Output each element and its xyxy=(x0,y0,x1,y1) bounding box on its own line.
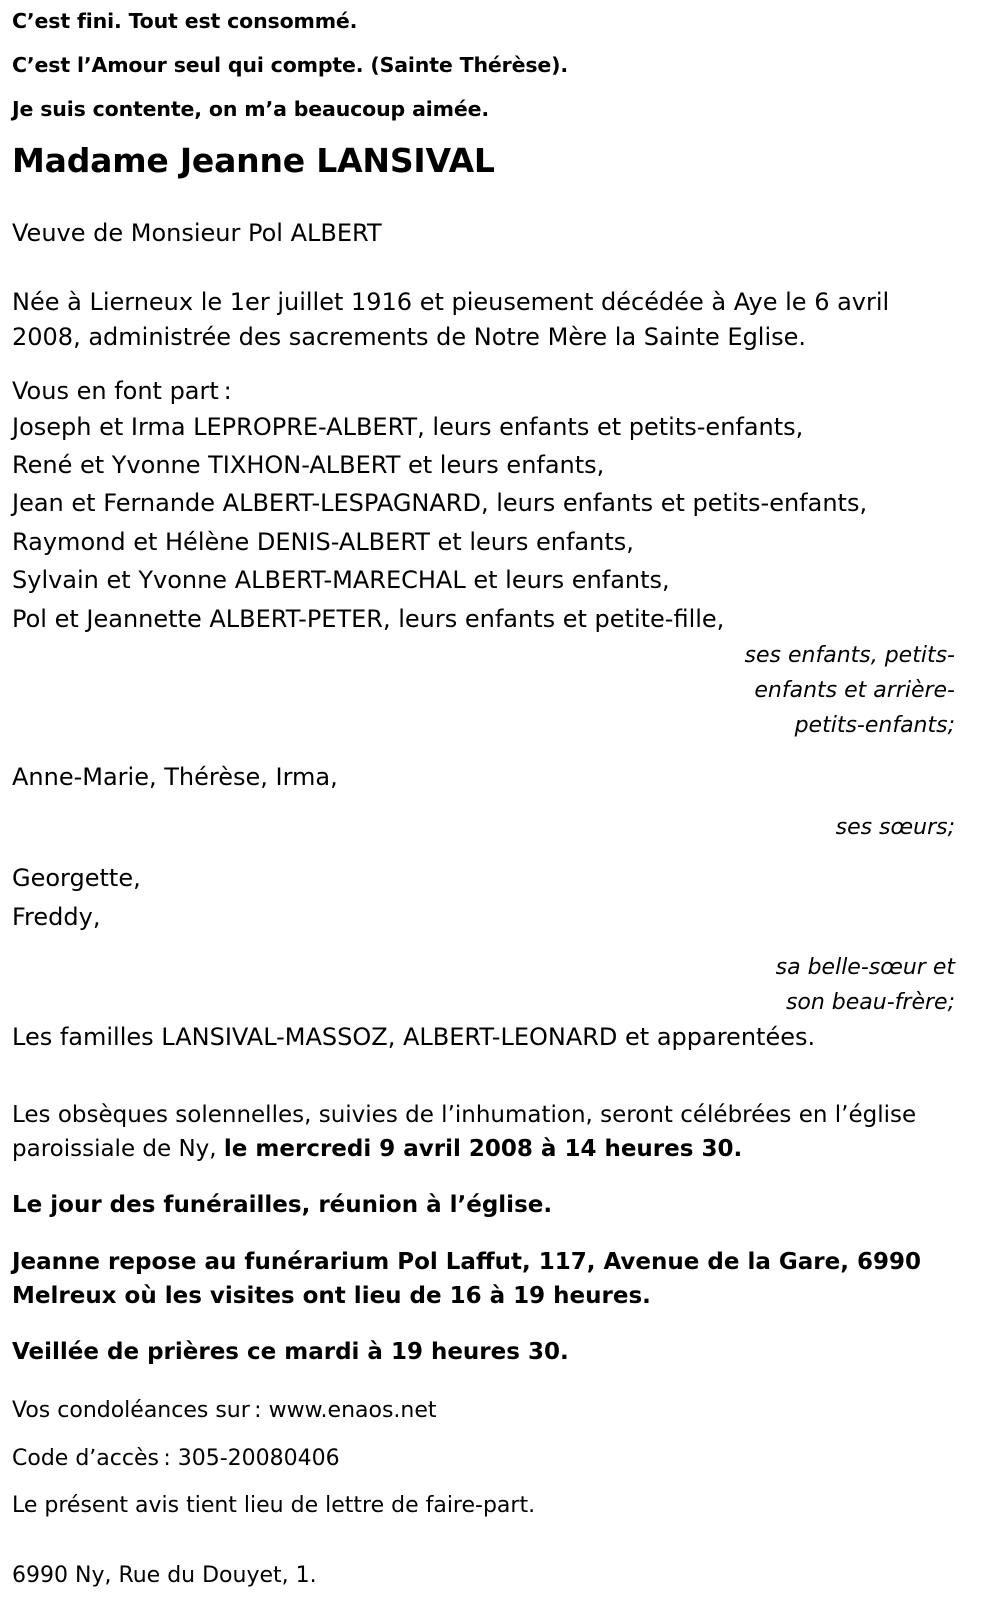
ceremony-service xyxy=(12,1098,937,1166)
sisters-relation-label: ses sœurs; xyxy=(835,815,955,840)
list-item: René et Yvonne TIXHON-ALBERT et leurs enfants, xyxy=(12,451,605,480)
sisters-line: Anne-Marie, Thérèse, Irma, xyxy=(12,762,338,791)
access-code-line: Code dʼaccès : 305-20080406 xyxy=(12,1445,340,1471)
relation-label: ses enfants, petits- xyxy=(744,643,955,669)
spacer xyxy=(12,744,955,758)
ceremony-reunion: Le jour des funérailles, réunion à lʼéglise. xyxy=(12,1192,553,1219)
relation-label: enfants et arrière- xyxy=(754,678,955,704)
relation-label: petits-enfants; xyxy=(794,713,955,739)
list-item: Joseph et Irma LEPROPRE-ALBERT, leurs enfants et petits-enfants, xyxy=(12,412,804,441)
spacer xyxy=(12,936,955,950)
birth-death-paragraph: Née à Lierneux le 1er juillet 1916 et pieusement décédée à Aye le 6 avril 2008, administrée des sacrements de Notre Mère la Sainte Eglise. xyxy=(12,288,890,351)
spacer xyxy=(12,796,955,810)
epigraph-line-1: Cʼest fini. Tout est consommé. xyxy=(12,9,358,33)
in-laws-relation-block xyxy=(12,950,955,1020)
notice-line: Le présent avis tient lieu de lettre de faire-part. xyxy=(12,1493,536,1519)
epigraph-block xyxy=(12,10,955,121)
deceased-name: Madame Jeanne LANSIVAL xyxy=(12,140,495,180)
list-item: Sylvain et Yvonne ALBERT-MARECHAL et leurs enfants, xyxy=(12,566,670,595)
list-item: Jean et Fernande ALBERT-LESPAGNARD, leurs enfants et petits-enfants, xyxy=(12,489,868,518)
in-law-line: Freddy, xyxy=(12,902,101,931)
relation-label: sa belle-sœur et xyxy=(775,954,955,980)
list-item: Raymond et Hélène DENIS-ALBERT et leurs enfants, xyxy=(12,527,634,556)
in-law-line: Georgette, xyxy=(12,864,141,893)
relation-label: son beau-frère; xyxy=(785,990,955,1016)
spacer xyxy=(12,845,955,859)
address-line: 6990 Ny, Rue du Douyet, 1. xyxy=(12,1563,317,1589)
families-line: Les familles LANSIVAL-MASSOZ, ALBERT-LEONARD et apparentées. xyxy=(12,1023,816,1052)
ceremony-funerarium: Jeanne repose au funérarium Pol Laffut, 117, Avenue de la Gare, 6990 Melreux où les visites ont lieu de 16 à 19 heures. xyxy=(12,1248,921,1309)
spouse-line: Veuve de Monsieur Pol ALBERT xyxy=(12,219,382,248)
announcement-intro: Vous en font part : xyxy=(12,376,232,405)
epigraph-line-2: Cʼest lʼAmour seul qui compte. (Sainte Thérèse). xyxy=(12,52,569,77)
ceremony-vigil: Veillée de prières ce mardi à 19 heures 30. xyxy=(12,1338,569,1365)
condolences-line: Vos condoléances sur : www.enaos.net xyxy=(12,1397,437,1423)
epigraph-line-3: Je suis contente, on mʼa beaucoup aimée. xyxy=(12,96,489,121)
list-item: Pol et Jeannette ALBERT-PETER, leurs enfants et petite-fille, xyxy=(12,604,725,633)
ceremony-datetime: le mercredi 9 avril 2008 à 14 heures 30. xyxy=(223,1136,743,1163)
ceremony-service-prefix: Les obsèques solennelles, suivies de lʼinhumation, seront célébrées en lʼéglise paroissiale de Ny, xyxy=(12,1102,917,1163)
children-list xyxy=(12,408,955,638)
children-relation-block xyxy=(12,638,955,744)
closing-block xyxy=(12,1395,955,1523)
